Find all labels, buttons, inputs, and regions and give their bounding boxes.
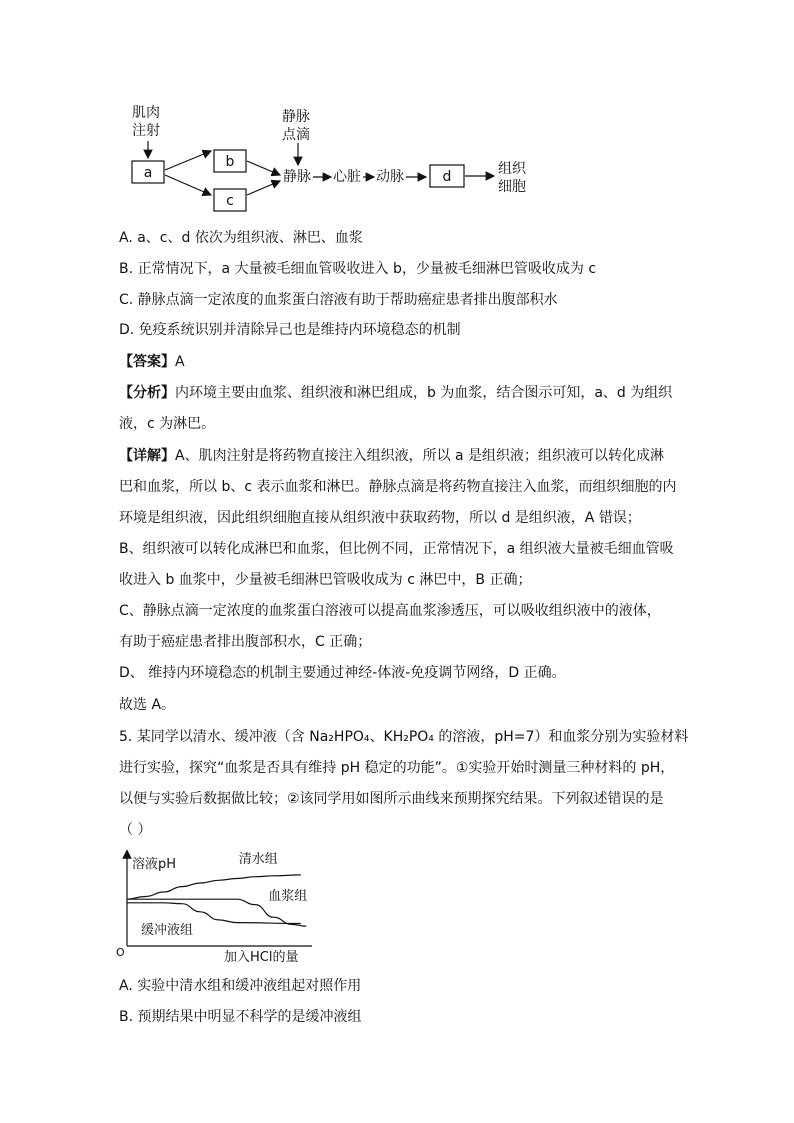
detail-text-1: A、肌肉注射是将药物直接注入组织液，所以 a 是组织液；组织液可以转化成淋 (175, 448, 665, 464)
series-label-1: 清水组 (238, 851, 278, 867)
detail-line-7: 有助于癌症患者排出腹部积水，C 正确； (119, 634, 372, 650)
heart-label: 心脏 (333, 169, 361, 185)
detail-line-2: 巴和血浆，所以 b、c 表示血浆和淋巴。静脉点滴是将药物直接注入血浆，而组织细胞的内 (119, 479, 677, 495)
box-a-label: a (143, 165, 153, 181)
injection-label-line1: 肌肉 (132, 105, 160, 121)
tissue-cells-label-line1: 组织 (498, 161, 526, 177)
detail-line-9: 故选 A。 (119, 697, 176, 713)
ph-curve-chart (112, 848, 322, 968)
series-label-3: 缓冲液组 (141, 923, 194, 938)
box-d-label: d (442, 169, 452, 185)
q4-option-b: B. 正常情况下，a 大量被毛细血管吸收进入 b，少量被毛细淋巴管吸收成为 c (119, 261, 597, 277)
analysis-label: 【分析】 (119, 385, 175, 401)
box-c-label: c (226, 193, 234, 209)
analysis-text-1: 内环境主要由血浆、组织液和淋巴组成，b 为血浆，结合图示可知，a、d 为组织 (175, 385, 673, 401)
flow-diagram (120, 95, 580, 220)
q5-option-b: B. 预期结果中明显不科学的是缓冲液组 (119, 1009, 362, 1025)
q5-stem-line-3: 以便与实验后数据做比较；②该同学用如图所示曲线来预期探究结果。下列叙述错误的是 (119, 791, 664, 807)
detail-line-5: 收进入 b 血浆中，少量被毛细淋巴管吸收成为 c 淋巴中，B 正确； (119, 572, 532, 588)
q4-option-c: C. 静脉点滴一定浓度的血浆蛋白溶液有助于帮助癌症患者排出腹部积水 (119, 292, 558, 308)
vein-label: 静脉 (283, 169, 311, 185)
q5-option-a: A. 实验中清水组和缓冲液组起对照作用 (119, 978, 362, 994)
detail-line-3: 环境是组织液，因此组织细胞直接从组织液中获取药物，所以 d 是组织液，A 错误； (119, 510, 641, 526)
y-axis-label: 溶液pH (132, 857, 177, 872)
answer-value: A (175, 354, 185, 370)
detail-line-6: C、静脉点滴一定浓度的血浆蛋白溶液可以提高血浆渗透压，可以吸收组织液中的液体， (119, 603, 661, 619)
box-b-label: b (225, 154, 235, 170)
detail-label: 【详解】 (119, 448, 175, 464)
detail-line-1 (119, 446, 664, 466)
series-line-3 (127, 903, 301, 924)
x-axis-label: 加入HCl的量 (224, 950, 299, 965)
artery-label: 动脉 (376, 169, 404, 185)
arrow-a-to-c (165, 175, 211, 195)
detail-line-8: D、 维持内环境稳态的机制主要通过神经-体液-免疫调节网络，D 正确。 (119, 665, 566, 681)
q5-stem-line-1: 5. 某同学以清水、缓冲液（含 Na₂HPO₄、KH₂PO₄ 的溶液，pH=7）和血浆分别为实验材料 (119, 729, 689, 745)
answer-line (119, 352, 185, 372)
injection-label-line2: 注射 (132, 123, 160, 139)
q4-option-d: D. 免疫系统识别并清除异己也是维持内环境稳态的机制 (119, 322, 461, 338)
arrow-a-to-b (165, 151, 211, 170)
origin-label: O (116, 946, 125, 959)
series-label-2: 血浆组 (268, 889, 308, 905)
analysis-line-1 (119, 383, 672, 403)
analysis-line-2: 液，c 为淋巴。 (119, 416, 216, 432)
iv-drip-label-line1: 静脉 (282, 109, 310, 125)
q5-stem-line-4: （ ） (119, 822, 152, 838)
tissue-cells-label-line2: 细胞 (498, 179, 526, 195)
arrow-b-to-vein (247, 161, 280, 175)
q5-stem-line-2: 进行实验，探究“血浆是否具有维持 pH 稳定的功能”。①实验开始时测量三种材料的 pH， (119, 760, 675, 776)
iv-drip-label-line2: 点滴 (282, 127, 310, 143)
arrow-c-to-vein (247, 181, 280, 195)
detail-line-4: B、组织液可以转化成淋巴和血浆，但比例不同，正常情况下，a 组织液大量被毛细血管吸 (119, 541, 674, 557)
answer-label: 【答案】 (119, 354, 175, 370)
q4-option-a: A. a、c、d 依次为组织液、淋巴、血浆 (119, 230, 363, 246)
